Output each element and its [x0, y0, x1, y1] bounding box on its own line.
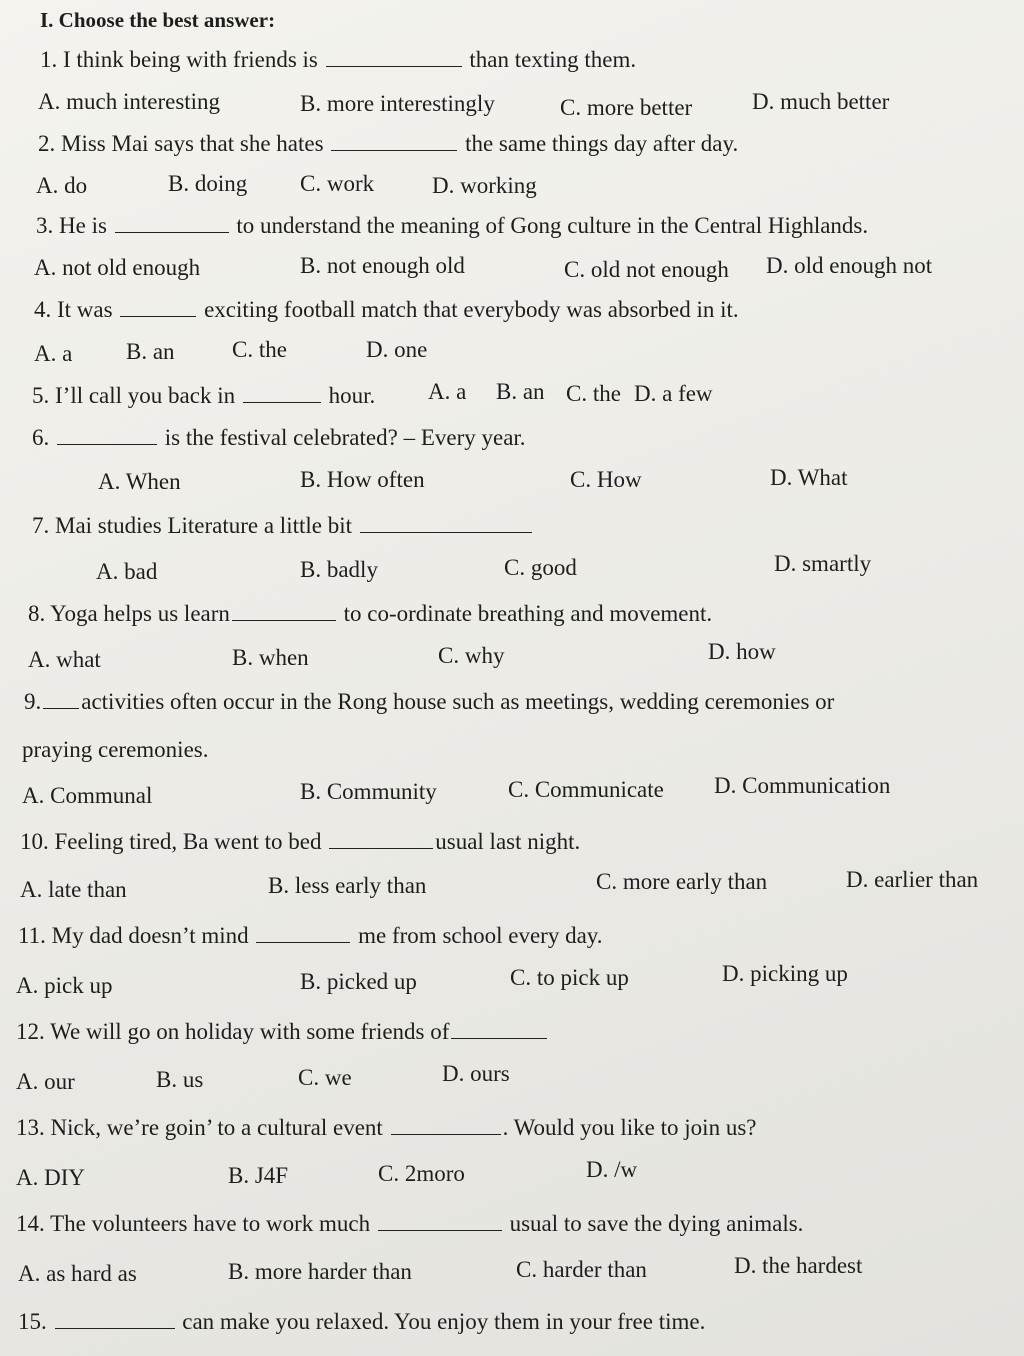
option-b[interactable]: B. doing — [168, 171, 248, 196]
question-15 — [18, 1308, 705, 1336]
option-d[interactable]: D. ours — [442, 1061, 510, 1086]
question-number: 2. — [38, 131, 56, 156]
option-b[interactable]: B. an — [496, 379, 545, 404]
question-2 — [38, 130, 738, 158]
option-a[interactable]: A. do — [36, 173, 88, 198]
question-stem-end: exciting football match that everybody was absorbed in it. — [204, 297, 739, 322]
option-a[interactable]: A. as hard as — [18, 1261, 137, 1286]
answer-blank[interactable] — [326, 65, 462, 67]
option-b[interactable]: B. How often — [300, 467, 425, 492]
option-a[interactable]: A. bad — [96, 559, 158, 584]
question-stem: The volunteers have to work much — [50, 1211, 371, 1236]
option-d[interactable]: D. picking up — [722, 961, 848, 986]
question-3 — [36, 212, 868, 240]
question-number: 4. — [34, 297, 52, 322]
option-c[interactable]: C. good — [504, 555, 577, 580]
question-stem-end: me from school every day. — [358, 923, 603, 948]
answer-blank[interactable] — [329, 847, 433, 849]
question-stem-end: usual to save the dying animals. — [509, 1211, 804, 1236]
option-b[interactable]: B. more interestingly — [300, 91, 495, 116]
option-d[interactable]: D. What — [770, 465, 848, 490]
answer-blank[interactable] — [43, 707, 79, 709]
question-5 — [32, 382, 375, 410]
option-d[interactable]: D. working — [432, 173, 537, 198]
option-c[interactable]: C. to pick up — [510, 965, 629, 990]
question-6 — [32, 424, 526, 452]
question-stem: Nick, we’re goin’ to a cultural event — [50, 1115, 383, 1140]
option-c[interactable]: C. we — [298, 1065, 352, 1090]
question-number: 13. — [16, 1115, 45, 1140]
option-b[interactable]: B. not enough old — [300, 253, 465, 278]
option-c[interactable]: C. work — [300, 171, 375, 196]
option-c[interactable]: C. the — [566, 381, 621, 406]
option-c[interactable]: C. old not enough — [564, 257, 729, 282]
option-d[interactable]: D. the hardest — [734, 1253, 863, 1278]
question-7 — [32, 512, 534, 540]
answer-blank[interactable] — [331, 149, 457, 151]
option-b[interactable]: B. when — [232, 645, 309, 670]
option-d[interactable]: D. one — [366, 337, 428, 362]
answer-blank[interactable] — [232, 619, 336, 621]
question-stem: We will go on holiday with some friends of — [50, 1019, 450, 1044]
answer-blank[interactable] — [378, 1229, 502, 1231]
option-d[interactable]: D. earlier than — [846, 867, 979, 892]
option-a[interactable]: A. a — [34, 341, 73, 366]
option-a[interactable]: A. DIY — [16, 1165, 85, 1190]
option-c[interactable]: C. Communicate — [508, 777, 664, 802]
question-10 — [20, 828, 580, 856]
option-b[interactable]: B. picked up — [300, 969, 417, 994]
question-9 — [24, 688, 834, 716]
answer-blank[interactable] — [451, 1037, 547, 1039]
option-a[interactable]: A. much interesting — [38, 89, 221, 114]
question-stem: My dad doesn’t mind — [51, 923, 249, 948]
answer-blank[interactable] — [256, 941, 350, 943]
question-number: 3. — [36, 213, 54, 238]
answer-blank[interactable] — [55, 1327, 175, 1329]
answer-blank[interactable] — [391, 1133, 501, 1135]
question-stem-end: usual last night. — [435, 829, 581, 854]
question-8 — [28, 600, 712, 628]
answer-blank[interactable] — [243, 401, 321, 403]
question-stem-end: than texting them. — [469, 47, 637, 72]
question-number: 10. — [20, 829, 49, 854]
option-b[interactable]: B. an — [126, 339, 175, 364]
question-stem: Miss Mai says that she hates — [61, 131, 324, 156]
question-stem-end: is the festival celebrated? – Every year. — [164, 425, 526, 450]
option-d[interactable]: D. Communication — [714, 773, 891, 798]
question-stem: Feeling tired, Ba went to bed — [54, 829, 322, 854]
answer-blank[interactable] — [120, 315, 196, 317]
option-c[interactable]: C. the — [232, 337, 287, 362]
option-a[interactable]: A. late than — [20, 877, 127, 902]
option-c[interactable]: C. harder than — [516, 1257, 647, 1282]
option-b[interactable]: B. Community — [300, 779, 437, 804]
answer-blank[interactable] — [360, 531, 532, 533]
option-b[interactable]: B. more harder than — [228, 1259, 412, 1284]
question-stem-end: to co-ordinate breathing and movement. — [343, 601, 713, 626]
question-stem: He is — [59, 213, 107, 238]
option-d[interactable]: D. a few — [634, 381, 713, 406]
question-number: 7. — [32, 513, 50, 538]
question-stem: Yoga helps us learn — [50, 601, 230, 626]
option-c[interactable]: C. 2moro — [378, 1161, 465, 1186]
question-stem-end: activities often occur in the Rong house such as meetings, wedding ceremonies or — [81, 689, 835, 714]
option-b[interactable]: B. less early than — [268, 873, 427, 898]
option-b[interactable]: B. badly — [300, 557, 378, 582]
question-number: 1. — [40, 47, 58, 72]
section-title: I. Choose the best answer: — [40, 8, 276, 32]
option-d[interactable]: D. how — [708, 639, 776, 664]
option-c[interactable]: C. more early than — [596, 869, 768, 894]
question-stem: I think being with friends is — [63, 47, 318, 72]
question-4 — [34, 296, 739, 324]
question-stem: It was — [57, 297, 113, 322]
question-1 — [40, 46, 636, 74]
question-number: 9. — [24, 689, 42, 714]
question-13 — [16, 1114, 756, 1142]
question-number: 11. — [18, 923, 46, 948]
answer-blank[interactable] — [57, 443, 157, 445]
option-a[interactable]: A. our — [16, 1069, 75, 1094]
option-a[interactable]: A. what — [28, 647, 101, 672]
option-b[interactable]: B. J4F — [228, 1163, 289, 1188]
question-stem: Mai studies Literature a little bit — [55, 513, 353, 538]
option-d[interactable]: D. much better — [752, 89, 890, 114]
question-number: 5. — [32, 383, 50, 408]
option-d[interactable]: D. /w — [586, 1157, 638, 1182]
question-9-continuation: praying ceremonies. — [22, 737, 209, 762]
option-a[interactable]: A. not old enough — [34, 255, 201, 280]
question-number: 6. — [32, 425, 50, 450]
option-a[interactable]: A. pick up — [16, 973, 113, 998]
option-d[interactable]: D. smartly — [774, 551, 872, 576]
question-stem-end: hour. — [328, 383, 376, 408]
option-a[interactable]: A. a — [428, 379, 467, 404]
question-stem-end: to understand the meaning of Gong culture in the Central Highlands. — [236, 213, 869, 238]
question-number: 14. — [16, 1211, 45, 1236]
option-c[interactable]: C. How — [570, 467, 642, 492]
option-c[interactable]: C. why — [438, 643, 505, 668]
question-stem-end: . Would you like to join us? — [502, 1115, 757, 1140]
question-14 — [16, 1210, 803, 1238]
option-c[interactable]: C. more better — [560, 95, 693, 120]
question-12 — [16, 1018, 549, 1046]
question-stem-end: can make you relaxed. You enjoy them in your free time. — [182, 1309, 706, 1334]
question-stem: I’ll call you back in — [55, 383, 236, 408]
option-d[interactable]: D. old enough not — [766, 253, 933, 278]
question-number: 8. — [28, 601, 46, 626]
question-number: 15. — [18, 1309, 47, 1334]
option-a[interactable]: A. When — [98, 469, 181, 494]
option-b[interactable]: B. us — [156, 1067, 204, 1092]
answer-blank[interactable] — [115, 231, 229, 233]
option-a[interactable]: A. Communal — [22, 783, 153, 808]
question-number: 12. — [16, 1019, 45, 1044]
question-11 — [18, 922, 603, 950]
question-stem-end: the same things day after day. — [465, 131, 739, 156]
